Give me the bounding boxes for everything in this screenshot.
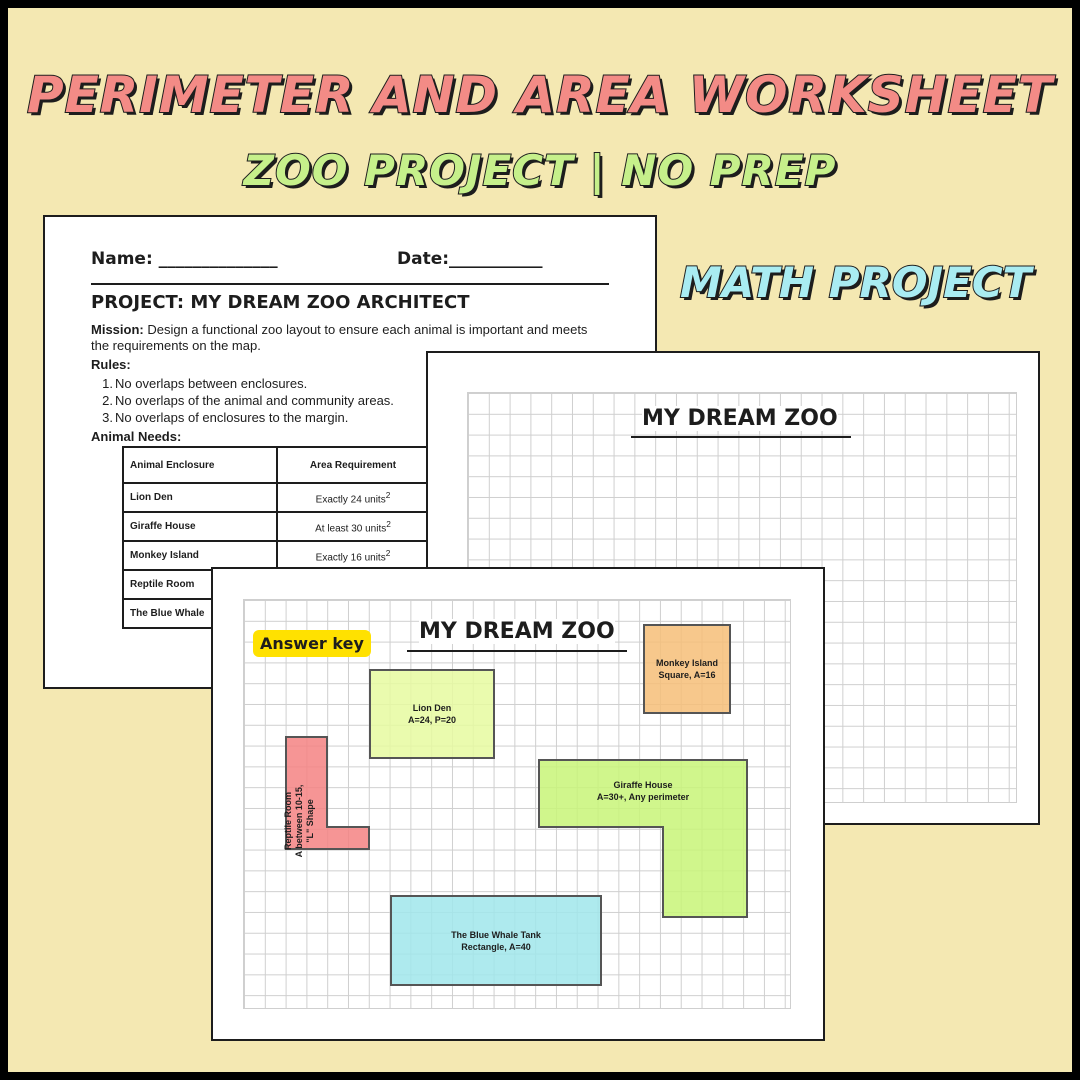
lion-den-enclosure: Lion Den A=24, P=20 (369, 669, 495, 759)
table-cell: Giraffe House (123, 512, 277, 541)
table-cell: At least 30 units$^2$ (277, 512, 429, 541)
rules-heading: Rules: (91, 357, 131, 372)
rule-item: 3. No overlaps of enclosures to the margin. (102, 410, 349, 425)
table-cell: Reptile Room (123, 570, 277, 599)
blue-whale-tank-enclosure: The Blue Whale Tank Rectangle, A=40 (390, 895, 602, 986)
table-cell: Monkey Island (123, 541, 277, 570)
giraffe-house-label: Giraffe House A=30+, Any perimeter (596, 780, 690, 802)
monkey-island-enclosure: Monkey Island Square, A=16 (643, 624, 731, 714)
name-field-label: Name: ______________ (91, 249, 278, 269)
title-underline (631, 436, 851, 438)
animal-needs-heading: Animal Needs: (91, 429, 182, 444)
table-row (123, 512, 463, 541)
table-header-cell: Animal Enclosure (123, 447, 277, 483)
reptile-room-label: Reptile Room A between 10-15, "L" Shape (283, 784, 315, 858)
table-cell: Exactly 16 units$^2$ (277, 541, 429, 570)
project-title: PROJECT: MY DREAM ZOO ARCHITECT (91, 292, 470, 313)
answer-key-page (211, 567, 825, 1041)
date-field-label: Date:___________ (397, 249, 543, 269)
rules-list (101, 375, 394, 426)
table-cell: Lion Den (123, 483, 277, 512)
rule-item: 1. No overlaps between enclosures. (102, 376, 308, 391)
answer-key-badge: Answer key (253, 630, 371, 657)
table-row (123, 541, 463, 570)
math-project-tag: MATH PROJECT (680, 258, 1032, 307)
table-header-cell: Area Requirement (277, 447, 429, 483)
poster (8, 8, 1072, 1072)
mission-text (91, 322, 591, 354)
rule-item: 2. No overlaps of the animal and community areas. (102, 393, 394, 408)
map-title: MY DREAM ZOO (419, 619, 615, 644)
header-divider (91, 283, 609, 285)
table-cell: Exactly 24 units$^2$ (277, 483, 429, 512)
table-header-row (123, 447, 463, 483)
map-title: MY DREAM ZOO (642, 406, 838, 431)
table-row (123, 483, 463, 512)
poster-title: PERIMETER AND AREA WORKSHEET (26, 66, 1054, 124)
mission-label: Mission: (91, 322, 144, 337)
table-cell: The Blue Whale (123, 599, 277, 628)
mission-description: Design a functional zoo layout to ensure each animal is important and meets the requirements on the map. (91, 322, 588, 353)
poster-subtitle: ZOO PROJECT | NO PREP (243, 146, 837, 195)
